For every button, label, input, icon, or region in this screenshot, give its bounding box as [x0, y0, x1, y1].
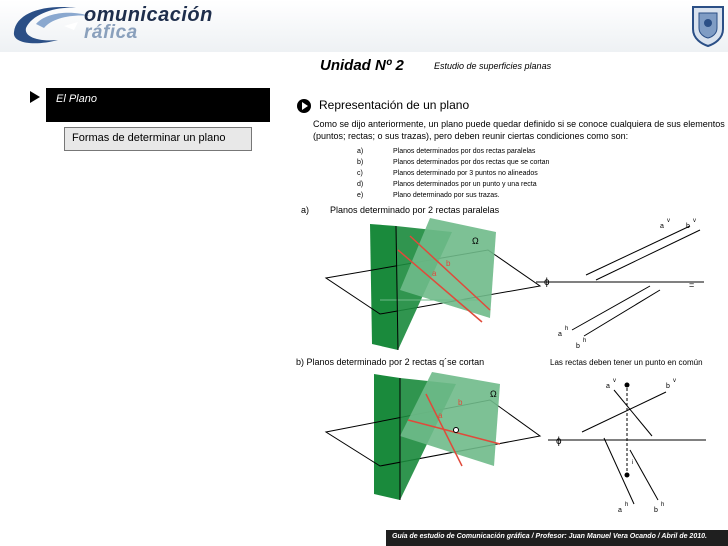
- bh-label: b: [576, 343, 580, 350]
- common-point-b: [454, 428, 459, 433]
- av-sup: v: [667, 218, 670, 224]
- av-line-b: [614, 390, 652, 436]
- equal-label-a: =: [689, 280, 695, 290]
- bv-line: [596, 230, 700, 280]
- phi-label-b: ɸ: [556, 436, 562, 447]
- av-label: a: [660, 223, 664, 230]
- list-text: Plano determinado por sus trazas.: [393, 192, 500, 199]
- nav-current-label: El Plano: [56, 93, 97, 105]
- label-b-a: b: [446, 259, 451, 268]
- ah-label-b: a: [618, 507, 622, 514]
- list-key: e): [357, 192, 364, 199]
- label-a-a: a: [432, 269, 437, 278]
- label-b-b: b: [458, 398, 463, 407]
- unit-title: Unidad Nº 2: [320, 57, 404, 74]
- bv-line-b: [582, 392, 666, 432]
- bv-sup-b: v: [673, 378, 676, 384]
- bh-line-b: [630, 450, 658, 500]
- list-key: d): [357, 181, 364, 188]
- case-a-title: Planos determinado por 2 rectas paralelas: [330, 205, 500, 215]
- ah-sup: h: [565, 326, 569, 332]
- vertical-plane-b: [374, 374, 400, 500]
- footer-text: Guía de estudio de Comunicación gráfica / Profesor: Juan Manuel Vera Ocando / Abril de 2010.: [392, 533, 707, 540]
- list-text: Planos determinado por 3 puntos no alineados: [393, 170, 538, 177]
- vertical-plane-a: [370, 224, 398, 350]
- bh-sup-b: h: [661, 502, 665, 508]
- unit-subtitle: Estudio de superficies planas: [434, 61, 552, 71]
- figure-a-ortho: [536, 218, 704, 350]
- omega-label-a: Ω: [472, 236, 479, 246]
- bv-label-b: b: [666, 383, 670, 390]
- bh-line: [584, 290, 660, 336]
- ih-point: [625, 473, 630, 478]
- bv-sup: v: [693, 218, 696, 224]
- ah-label: a: [558, 331, 562, 338]
- av-sup-b: v: [613, 378, 616, 384]
- figure-b-3d: [326, 372, 540, 500]
- omega-label-b: Ω: [490, 389, 497, 399]
- list-key: c): [357, 170, 363, 177]
- list-key: b): [357, 159, 364, 166]
- figure-b-ortho: [548, 378, 706, 514]
- ah-line-b: [604, 438, 634, 504]
- i-label-b: i: [632, 460, 634, 466]
- list-key: a): [357, 148, 364, 155]
- case-a-key: a): [301, 205, 310, 215]
- bh-sup: h: [583, 338, 587, 344]
- av-label-b: a: [606, 383, 610, 390]
- ah-sup-b: h: [625, 502, 629, 508]
- case-b-title: b) Planos determinado por 2 rectas q´se cortan: [296, 357, 485, 367]
- list-text: Planos determinados por un punto y una recta: [393, 181, 537, 188]
- case-b-note: Las rectas deben tener un punto en común: [550, 358, 703, 367]
- phi-label-a: ɸ: [544, 277, 550, 288]
- section-intro: Como se dijo anteriormente, un plano puede quedar definido si se conoce cualquiera de sus elementos (puntos; rectas; o sus trazas), pero deben reunir ciertas condiciones como son:: [313, 119, 725, 141]
- logo-text-line1: omunicación: [84, 4, 213, 26]
- logo-text-line2: ráfica: [84, 22, 138, 43]
- label-a-b: a: [438, 411, 443, 420]
- iv-point: [625, 383, 630, 388]
- list-text: Planos determinados por dos rectas paralelas: [393, 148, 536, 155]
- bv-label: b: [686, 223, 690, 230]
- ah-line: [572, 286, 650, 330]
- list-text: Planos determinados por dos rectas que se cortan: [393, 159, 550, 166]
- bh-label-b: b: [654, 507, 658, 514]
- nav-item-formas-label: Formas de determinar un plano: [72, 132, 226, 144]
- av-line: [586, 226, 690, 275]
- figure-a-3d: [326, 218, 540, 350]
- section-title: Representación de un plano: [319, 98, 470, 112]
